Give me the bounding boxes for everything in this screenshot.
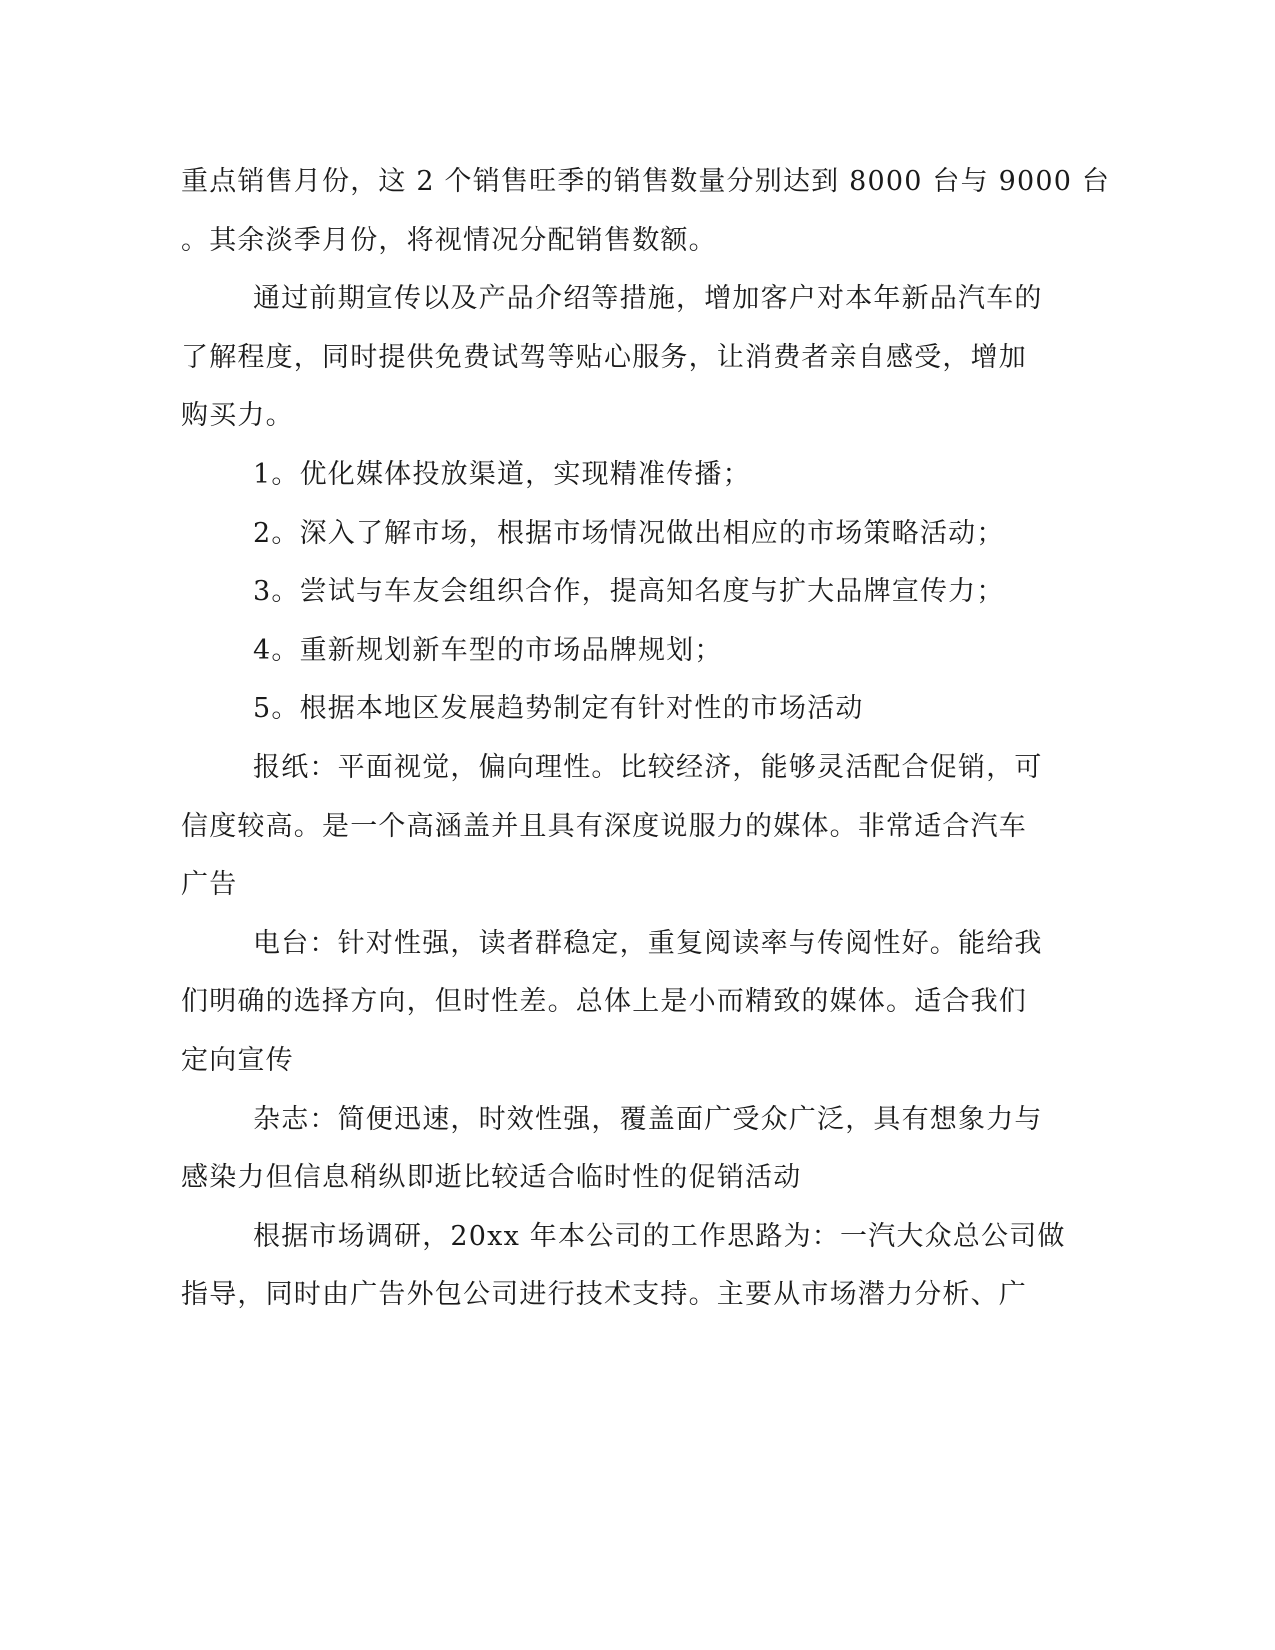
list-item: 3。尝试与车友会组织合作，提高知名度与扩大品牌宣传力； — [253, 576, 1005, 608]
text-line: 通过前期宣传以及产品介绍等措施，增加客户对本年新品汽车的 — [253, 283, 1043, 315]
list-item: 4。重新规划新车型的市场品牌规划； — [253, 634, 723, 666]
document-body — [181, 153, 1111, 1325]
text-line: 广告 — [181, 869, 238, 901]
text-line: 购买力。 — [181, 400, 294, 432]
text-line: 杂志：简便迅速，时效性强，覆盖面广受众广泛，具有想象力与 — [253, 1103, 1043, 1135]
text-line: 。其余淡季月份，将视情况分配销售数额。 — [181, 224, 717, 256]
text-line: 指导，同时由广告外包公司进行技术支持。主要从市场潜力分析、广 — [181, 1279, 1027, 1311]
text-line: 们明确的选择方向，但时性差。总体上是小而精致的媒体。适合我们 — [181, 986, 1027, 1018]
text-line: 感染力但信息稍纵即逝比较适合临时性的促销活动 — [181, 1162, 802, 1194]
text-line: 根据市场调研，20xx 年本公司的工作思路为：一汽大众总公司做 — [253, 1220, 1066, 1252]
text-line: 信度较高。是一个高涵盖并且具有深度说服力的媒体。非常适合汽车 — [181, 810, 1027, 842]
text-line: 电台：针对性强，读者群稳定，重复阅读率与传阅性好。能给我 — [253, 927, 1043, 959]
text-line: 报纸：平面视觉，偏向理性。比较经济，能够灵活配合促销，可 — [253, 751, 1043, 783]
list-item: 1。优化媒体投放渠道，实现精准传播； — [253, 458, 751, 490]
list-item: 2。深入了解市场，根据市场情况做出相应的市场策略活动； — [253, 517, 1005, 549]
text-line: 了解程度，同时提供免费试驾等贴心服务，让消费者亲自感受，增加 — [181, 341, 1027, 373]
text-line: 重点销售月份，这 2 个销售旺季的销售数量分别达到 8000 台与 9000 台 — [181, 166, 1111, 197]
list-item: 5。根据本地区发展趋势制定有针对性的市场活动 — [253, 693, 864, 725]
text-line: 定向宣传 — [181, 1044, 294, 1076]
